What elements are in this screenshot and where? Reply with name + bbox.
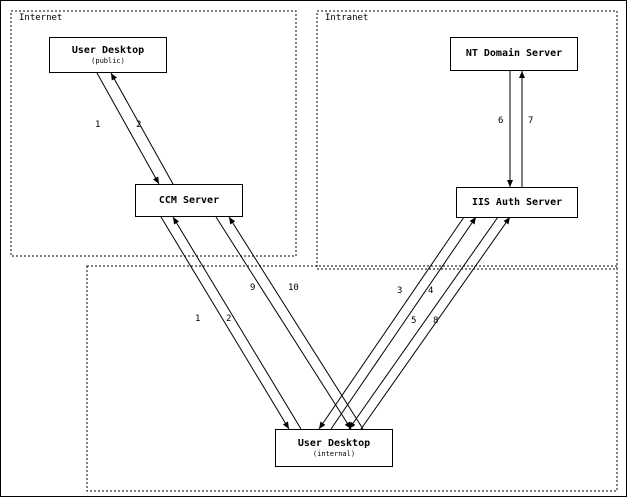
edge-label-8: 8 [433, 316, 439, 326]
edge-label-3: 3 [397, 286, 403, 296]
node-user-desktop-public-title: User Desktop [71, 44, 145, 56]
edge-label-5: 5 [411, 316, 417, 326]
edge-label-2-bottom: 2 [226, 314, 232, 324]
line-internal-to-ccm-10 [229, 217, 363, 429]
diagram-lines [1, 1, 627, 497]
node-user-desktop-internal-subtitle: (internal) [312, 449, 356, 458]
line-ccm-to-internal-1 [161, 217, 289, 429]
edge-label-4: 4 [428, 286, 434, 296]
line-public-to-ccm-1 [97, 73, 159, 184]
node-iis-auth-server-title: IIS Auth Server [471, 196, 563, 208]
line-internal-to-iis-4 [331, 217, 476, 429]
line-internal-to-ccm-2 [173, 217, 301, 429]
edge-label-7: 7 [528, 116, 534, 126]
node-ccm-server[interactable] [135, 184, 243, 217]
line-ccm-to-internal-9 [216, 217, 351, 429]
line-iis-to-internal-5 [349, 217, 498, 429]
intranet-zone-label: Intranet [325, 13, 369, 23]
node-user-desktop-internal[interactable] [275, 429, 393, 467]
edge-label-6: 6 [498, 116, 504, 126]
edge-label-10: 10 [288, 283, 299, 293]
node-nt-domain-server[interactable] [450, 37, 578, 71]
node-iis-auth-server[interactable] [456, 187, 578, 218]
edge-label-1-top: 1 [95, 120, 101, 130]
node-ccm-server-title: CCM Server [158, 194, 220, 206]
internet-zone-label: Internet [19, 13, 63, 23]
node-user-desktop-internal-title: User Desktop [297, 437, 371, 449]
node-nt-domain-server-title: NT Domain Server [465, 48, 563, 59]
node-user-desktop-public[interactable] [49, 37, 167, 73]
node-user-desktop-public-subtitle: (public) [91, 56, 125, 65]
edge-label-2-top: 2 [136, 120, 142, 130]
edge-label-1-bottom: 1 [195, 314, 201, 324]
line-iis-to-internal-3 [319, 217, 464, 429]
edge-label-9: 9 [250, 283, 256, 293]
line-ccm-to-public-2 [111, 73, 173, 184]
